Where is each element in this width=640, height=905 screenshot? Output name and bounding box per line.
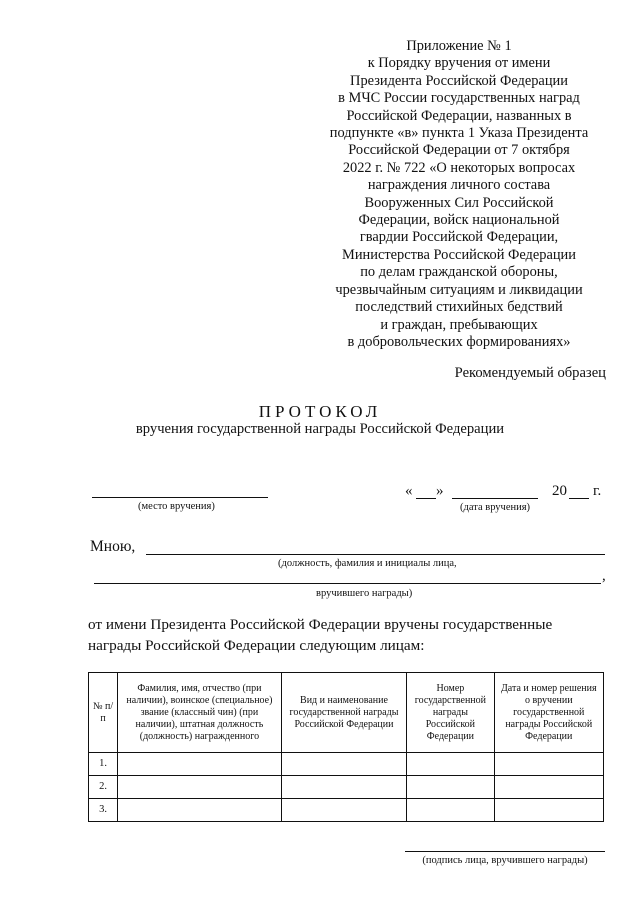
appendix-line: к Порядку вручения от имени [367, 55, 551, 72]
header-award-type: Вид и наименование государственной награды Российской Федерации [281, 673, 406, 753]
date-year-suffix: г. [593, 483, 602, 499]
appendix-line: по делам гражданской обороны, [360, 264, 558, 281]
header-number: № п/п [89, 673, 118, 753]
table-cell[interactable] [281, 753, 406, 776]
body-paragraph: от имени Президента Российской Федерации вручены государственные награды Российской Федерации следующим лицам: [88, 616, 553, 654]
table-cell[interactable] [281, 776, 406, 799]
presenter-caption-2: вручившего награды) [316, 588, 413, 599]
row-number: 1. [89, 753, 118, 776]
awards-table [88, 672, 604, 822]
table-cell[interactable] [407, 776, 494, 799]
document-subtitle: вручения государственной награды Российской Федерации [135, 421, 505, 437]
place-caption: (место вручения) [138, 501, 215, 512]
signature-caption: (подпись лица, вручившего награды) [422, 855, 588, 866]
table-cell[interactable] [281, 799, 406, 822]
table-cell[interactable] [118, 776, 282, 799]
table-cell[interactable] [494, 753, 603, 776]
table-cell[interactable] [407, 799, 494, 822]
sample-label: Рекомендуемый образец [454, 365, 606, 381]
table-header-row [89, 673, 604, 753]
appendix-line: Приложение № 1 [406, 38, 512, 54]
appendix-line: Российской Федерации, названных в [346, 107, 572, 124]
table-cell[interactable] [494, 776, 603, 799]
table-row [89, 776, 604, 799]
date-caption: (дата вручения) [460, 502, 531, 513]
header-decision: Дата и номер решения о вручении государственной награды Российской Федерации [494, 673, 603, 753]
presenter-caption-1: (должность, фамилия и инициалы лица, [278, 558, 457, 569]
presenter-lead: Мною, [90, 538, 136, 555]
appendix-line: награждения личного состава [367, 177, 551, 194]
table-cell[interactable] [494, 799, 603, 822]
date-close-quote: » [436, 483, 444, 499]
appendix-line: Президента Российской Федерации [350, 72, 568, 89]
date-month-line[interactable] [452, 498, 538, 499]
header-award-number: Номер государственной награды Российской Федерации [407, 673, 494, 753]
row-number: 3. [89, 799, 118, 822]
appendix-line: Вооруженных Сил Российской [364, 194, 554, 211]
appendix-line: подпункте «в» пункта 1 Указа Президента [329, 125, 589, 142]
date-year-line[interactable] [569, 498, 589, 499]
appendix-line: 2022 г. № 722 «О некоторых вопросах [342, 159, 576, 176]
appendix-line: Российской Федерации от 7 октября [348, 142, 570, 159]
appendix-line: чрезвычайным ситуациям и ликвидации [335, 281, 583, 298]
table-row [89, 799, 604, 822]
presenter-line-1[interactable] [146, 554, 605, 555]
date-open-quote: « [405, 483, 413, 499]
header-recipient: Фамилия, имя, отчество (при наличии), воинское (специальное) звание (классный чин) (при наличии), штатная должность (должность) награжденного [118, 673, 282, 753]
date-century: 20 [552, 483, 567, 499]
appendix-line: Министерства Российской Федерации [342, 246, 576, 263]
table-row [89, 753, 604, 776]
appendix-line: в добровольческих формированиях» [347, 333, 571, 350]
appendix-line: в МЧС России государственных наград [338, 90, 580, 107]
table-cell[interactable] [118, 753, 282, 776]
presenter-comma: , [602, 568, 606, 584]
appendix-line: последствий стихийных бедствий [355, 299, 563, 316]
presenter-line-2[interactable] [94, 583, 601, 584]
appendix-header [328, 38, 590, 351]
appendix-line: Федерации, войск национальной [358, 212, 560, 229]
table-cell[interactable] [118, 799, 282, 822]
place-field-line[interactable] [92, 497, 268, 498]
appendix-line: гвардии Российской Федерации, [359, 229, 559, 246]
row-number: 2. [89, 776, 118, 799]
document-title: ПРОТОКОЛ [258, 402, 382, 421]
signature-line[interactable] [405, 851, 605, 852]
date-day-line[interactable] [416, 498, 436, 499]
table-cell[interactable] [407, 753, 494, 776]
appendix-line: и граждан, пребывающих [380, 316, 538, 333]
